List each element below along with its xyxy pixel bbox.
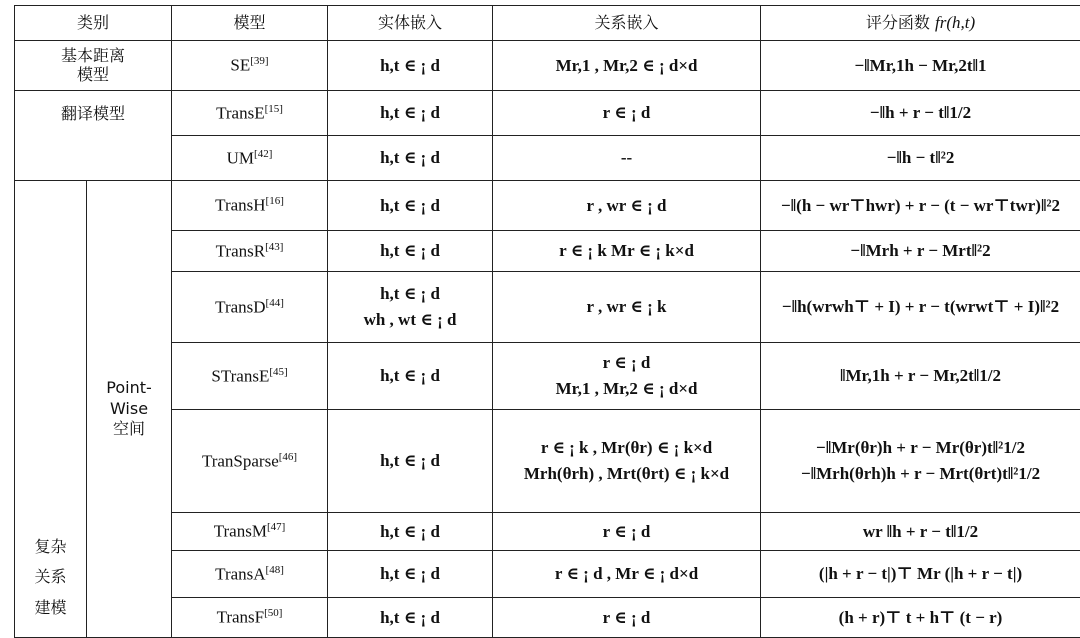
- header-entity-embedding: 实体嵌入: [328, 6, 493, 41]
- score-function: −‖Mr(θr)h + r − Mr(θr)t‖²1/2 −‖Mrh(θrh)h + r − Mrt(θrt)t‖²1/2: [761, 410, 1080, 513]
- model-name: TransD[44]: [172, 272, 328, 343]
- category-basic-distance: 基本距离 模型: [15, 41, 172, 91]
- table-row: [15, 41, 1080, 91]
- relation-embedding: r ∈ ¡ d Mr,1 , Mr,2 ∈ ¡ d×d: [493, 343, 761, 410]
- table-row: [15, 343, 1080, 410]
- score-function: −‖Mr,1h − Mr,2t‖1: [761, 41, 1080, 91]
- score-function: −‖(h − wr⊤hwr) + r − (t − wr⊤twr)‖²2: [761, 181, 1080, 231]
- table-row: [15, 410, 1080, 513]
- relation-embedding: --: [493, 136, 761, 181]
- table-row: [15, 91, 1080, 136]
- category-pointwise-space: Point- Wise 空间: [87, 181, 172, 638]
- model-name: TransE[15]: [172, 91, 328, 136]
- table-row: [15, 136, 1080, 181]
- table-row: [15, 551, 1080, 598]
- model-name: TransF[50]: [172, 598, 328, 638]
- relation-embedding: r ∈ ¡ d: [493, 598, 761, 638]
- header-row: [15, 6, 1080, 41]
- model-name: UM[42]: [172, 136, 328, 181]
- entity-embedding: h,t ∈ ¡ d: [328, 231, 493, 272]
- header-model: 模型: [172, 6, 328, 41]
- header-category: 类别: [15, 6, 172, 41]
- header-relation-embedding: 关系嵌入: [493, 6, 761, 41]
- score-function: (h + r)⊤ t + h⊤ (t − r): [761, 598, 1080, 638]
- table-row: [15, 181, 1080, 231]
- table-row: [15, 598, 1080, 638]
- table-row: [15, 272, 1080, 343]
- table-row: [15, 231, 1080, 272]
- category-complex-relation: 复杂 关系 建模: [15, 181, 87, 638]
- entity-embedding: h,t ∈ ¡ d: [328, 551, 493, 598]
- entity-embedding: h,t ∈ ¡ d: [328, 181, 493, 231]
- score-function: −‖Mrh + r − Mrt‖²2: [761, 231, 1080, 272]
- score-function: wr ‖h + r − t‖1/2: [761, 513, 1080, 551]
- relation-embedding: r , wr ∈ ¡ k: [493, 272, 761, 343]
- model-name: TransM[47]: [172, 513, 328, 551]
- model-name: TransR[43]: [172, 231, 328, 272]
- relation-embedding: r ∈ ¡ d: [493, 91, 761, 136]
- category-translation: 翻译模型: [15, 91, 172, 181]
- score-function: (|h + r − t|)⊤ Mr (|h + r − t|): [761, 551, 1080, 598]
- entity-embedding: h,t ∈ ¡ d: [328, 343, 493, 410]
- entity-embedding: h,t ∈ ¡ d: [328, 513, 493, 551]
- model-name: TransH[16]: [172, 181, 328, 231]
- relation-embedding: r , wr ∈ ¡ d: [493, 181, 761, 231]
- score-function: ‖Mr,1h + r − Mr,2t‖1/2: [761, 343, 1080, 410]
- score-function: −‖h(wrwh⊤ + I) + r − t(wrwt⊤ + I)‖²2: [761, 272, 1080, 343]
- relation-embedding: Mr,1 , Mr,2 ∈ ¡ d×d: [493, 41, 761, 91]
- entity-embedding: h,t ∈ ¡ d: [328, 136, 493, 181]
- table-row: [15, 513, 1080, 551]
- score-function: −‖h + r − t‖1/2: [761, 91, 1080, 136]
- model-name: SE[39]: [172, 41, 328, 91]
- header-score-function: 评分函数 fr(h,t): [761, 6, 1080, 41]
- entity-embedding: h,t ∈ ¡ d: [328, 41, 493, 91]
- relation-embedding: r ∈ ¡ k , Mr(θr) ∈ ¡ k×d Mrh(θrh) , Mrt(θrt) ∈ ¡ k×d: [493, 410, 761, 513]
- entity-embedding: h,t ∈ ¡ d wh , wt ∈ ¡ d: [328, 272, 493, 343]
- entity-embedding: h,t ∈ ¡ d: [328, 410, 493, 513]
- model-name: TranSparse[46]: [172, 410, 328, 513]
- score-function: −‖h − t‖²2: [761, 136, 1080, 181]
- relation-embedding: r ∈ ¡ k Mr ∈ ¡ k×d: [493, 231, 761, 272]
- model-name: TransA[48]: [172, 551, 328, 598]
- relation-embedding: r ∈ ¡ d , Mr ∈ ¡ d×d: [493, 551, 761, 598]
- embedding-models-table: [14, 5, 1080, 638]
- model-name: STransE[45]: [172, 343, 328, 410]
- relation-embedding: r ∈ ¡ d: [493, 513, 761, 551]
- entity-embedding: h,t ∈ ¡ d: [328, 91, 493, 136]
- entity-embedding: h,t ∈ ¡ d: [328, 598, 493, 638]
